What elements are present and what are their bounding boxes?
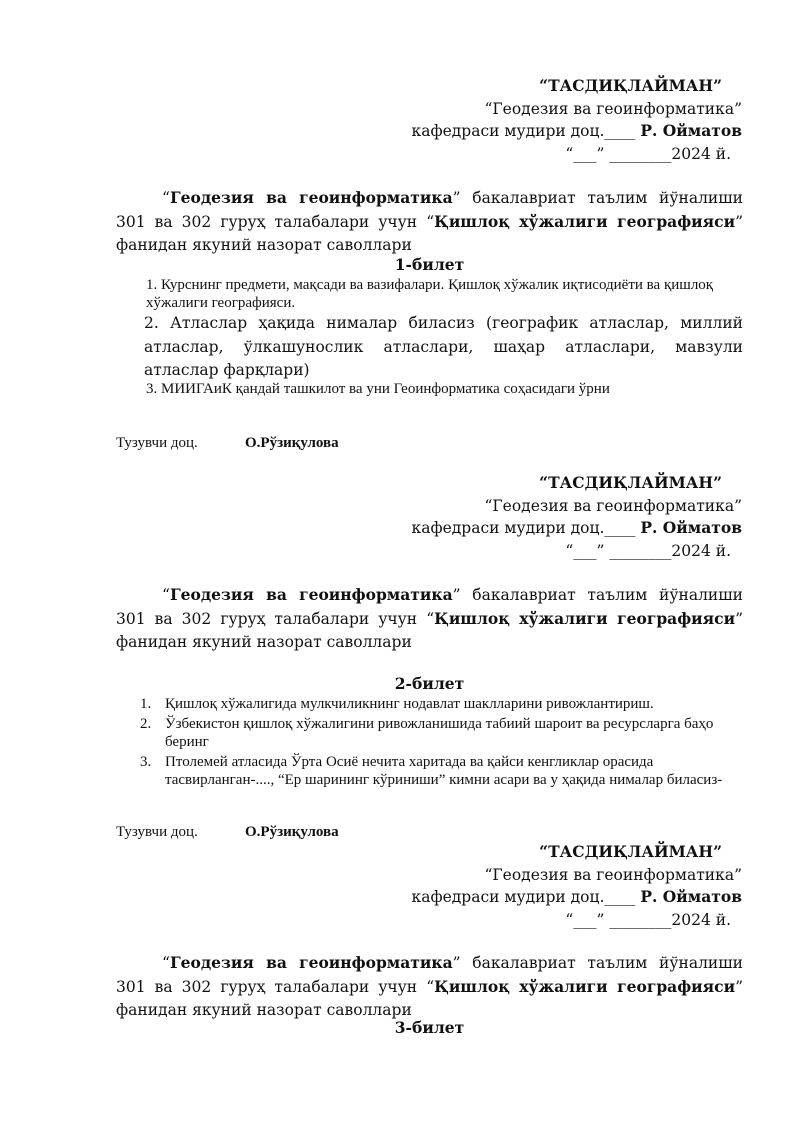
list-number: 3. [140,754,152,770]
approval-title: “ТАСДИҚЛАЙМАН” [539,76,722,95]
approval-date: “___” ________2024 й. [565,910,731,929]
approval-block [412,472,742,562]
list-number: 2. [140,716,152,732]
ticket-1-question-2: 2. Атласлар ҳақида нималар биласиз (географик атласлар, миллий атласлар, ўлкашунослик атласлари, шаҳар атласлари, мавзули атласлар фарқлари) [144,314,743,379]
approval-head-name: Р. Ойматов [640,887,742,906]
approval-head [412,517,742,540]
approval-block [412,75,742,165]
list-number: 1. [140,696,152,712]
intro-department: Геодезия ва геоинформатика [169,585,453,604]
intro-subject: Қишлоқ хўжалиги географияси [434,977,736,996]
ticket-2-questions [140,695,743,791]
ticket-1-label: 1-билет [394,255,465,274]
approval-block [412,841,742,931]
author-line [116,823,339,841]
approval-head-prefix: кафедраси мудири доц.____ [411,888,641,906]
ticket-3-label: 3-билет [394,1018,465,1037]
approval-title: “ТАСДИҚЛАЙМАН” [539,473,722,492]
ticket-2-question-1: Қишлоқ хўжалигида мулкчиликнинг нодавлат шаклларини ривожлантириш. [165,696,654,712]
author-role: Тузувчи доц. [116,435,198,451]
intro-department: Геодезия ва геоинформатика [169,188,453,207]
list-item [140,753,743,789]
approval-head-name: Р. Ойматов [640,121,742,140]
intro-paragraph: “Геодезия ва геоинформатика” бакалавриат таълим йўналиши 301 ва 302 гуруҳ талабалари учун “Қишлоқ хўжалиги географияси” фанидан якуний назорат саволлари [116,188,744,254]
ticket-1-question-1: 1. Курснинг предмети, мақсади ва вазифалари. Қишлоқ хўжалик иқтисодиёти ва қишлоқ хўжалиги географияси. [146,277,714,311]
approval-department: “Геодезия ва геоинформатика” [484,99,742,118]
approval-head [412,120,742,143]
approval-date: “___” ________2024 й. [565,144,731,163]
ticket-1-question-3: 3. МИИГАиК қандай ташкилот ва уни Геоинформатика соҳасидаги ўрни [146,381,610,397]
intro-paragraph: “Геодезия ва геоинформатика” бакалавриат таълим йўналиши 301 ва 302 гуруҳ талабалари учун “Қишлоқ хўжалиги географияси” фанидан якуний назорат саволлари [116,585,744,651]
author-line [116,434,339,452]
ticket-2-label: 2-билет [394,674,465,693]
approval-head-prefix: кафедраси мудири доц.____ [411,122,641,140]
intro-paragraph: “Геодезия ва геоинформатика” бакалавриат таълим йўналиши 301 ва 302 гуруҳ талабалари учун “Қишлоқ хўжалиги географияси” фанидан якуний назорат саволлари [116,953,744,1019]
ticket-2-question-2: Ўзбекистон қишлоқ хўжалигини ривожланишида табиий шароит ва ресурсларга баҳо беринг [165,716,714,750]
approval-head-prefix: кафедраси мудири доц.____ [411,519,641,537]
approval-title: “ТАСДИҚЛАЙМАН” [539,842,722,861]
intro-subject: Қишлоқ хўжалиги географияси [434,212,736,231]
approval-head-name: Р. Ойматов [640,518,742,537]
intro-subject: Қишлоқ хўжалиги географияси [434,609,736,628]
approval-department: “Геодезия ва геоинформатика” [484,865,742,884]
approval-date: “___” ________2024 й. [565,541,731,560]
author-name: О.Рўзиқулова [245,824,339,840]
intro-department: Геодезия ва геоинформатика [169,953,453,972]
author-role: Тузувчи доц. [116,824,198,840]
approval-department: “Геодезия ва геоинформатика” [484,496,742,515]
author-name: О.Рўзиқулова [245,435,339,451]
approval-head [412,886,742,909]
list-item [140,715,743,751]
list-item [140,695,743,713]
ticket-2-question-3: Птолемей атласида Ўрта Осиё нечита харитада ва қайси кенгликлар орасида тасвирланган-...., “Ер шарининг кўриниши” кимни асари ва у ҳақида нималар биласиз- [165,754,723,788]
